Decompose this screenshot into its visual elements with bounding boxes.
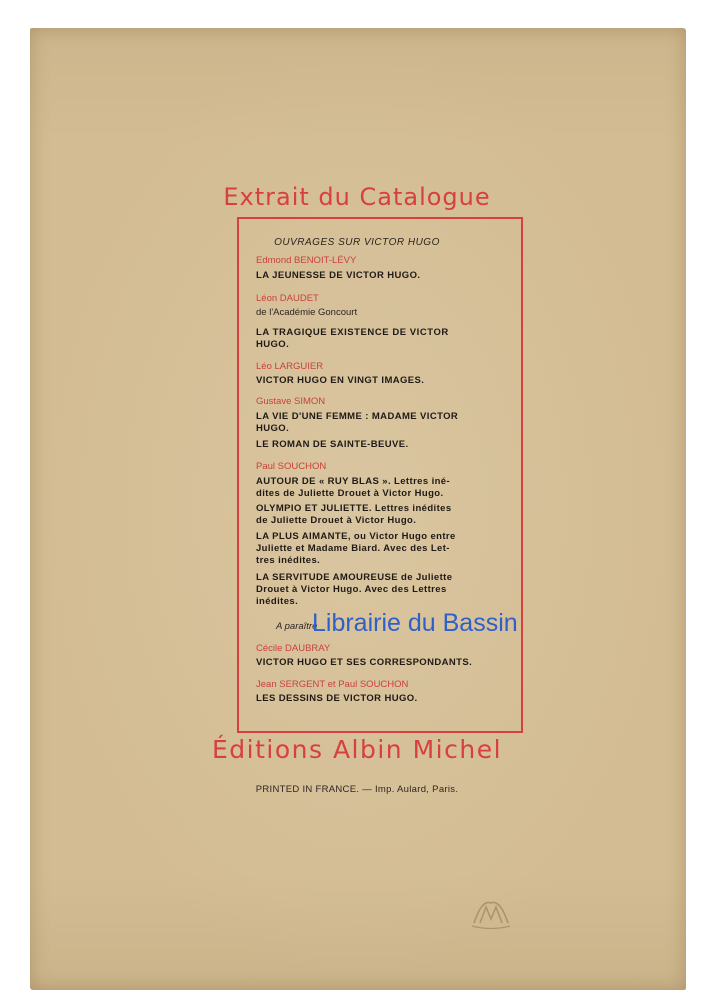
book-title-line: OLYMPIO ET JULIETTE. Lettres inédites <box>256 503 452 514</box>
book-title-line: Drouet à Victor Hugo. Avec des Lettres <box>256 584 447 595</box>
book-title-line: inédites. <box>256 596 299 607</box>
printer-line: PRINTED IN FRANCE. — Imp. Aulard, Paris. <box>255 784 459 795</box>
author-line: Cécile DAUBRAY <box>256 643 331 654</box>
book-title-line: VICTOR HUGO ET SES CORRESPONDANTS. <box>256 657 473 668</box>
author-line: Paul SOUCHON <box>256 461 327 472</box>
book-title-line: HUGO. <box>256 423 290 434</box>
book-title-line: tres inédites. <box>256 555 321 566</box>
author-line: Edmond BENOIT-LÉVY <box>256 255 357 266</box>
forthcoming-label: A paraître <box>276 621 318 632</box>
catalogue-subtitle: OUVRAGES SUR VICTOR HUGO <box>274 237 440 248</box>
publisher-name: Éditions Albin Michel <box>211 735 503 764</box>
book-title-line: Juliette et Madame Biard. Avec des Let- <box>256 543 450 554</box>
author-line: Léon DAUDET <box>256 293 319 304</box>
book-title-line: LA JEUNESSE DE VICTOR HUGO. <box>256 270 421 281</box>
book-title-line: AUTOUR DE « RUY BLAS ». Lettres iné- <box>256 476 451 487</box>
book-title-line: LA TRAGIQUE EXISTENCE DE VICTOR <box>256 327 449 338</box>
book-title-line: LES DESSINS DE VICTOR HUGO. <box>256 693 418 704</box>
book-title-line: HUGO. <box>256 339 290 350</box>
author-line: Léo LARGUIER <box>256 361 324 372</box>
catalogue-heading: Extrait du Catalogue <box>223 183 491 211</box>
book-title-line: LA SERVITUDE AMOUREUSE de Juliette <box>256 572 453 583</box>
author-line: Gustave SIMON <box>256 396 326 407</box>
book-title-line: LE ROMAN DE SAINTE-BEUVE. <box>256 439 409 450</box>
book-title-line: dites de Juliette Drouet à Victor Hugo. <box>256 488 444 499</box>
author-affiliation: de l'Académie Goncourt <box>256 307 358 318</box>
book-title-line: LA VIE D'UNE FEMME : MADAME VICTOR <box>256 411 459 422</box>
book-title-line: de Juliette Drouet à Victor Hugo. <box>256 515 417 526</box>
publisher-emblem-stamp <box>468 893 514 933</box>
bookseller-watermark: Librairie du Bassin <box>312 609 518 637</box>
book-title-line: VICTOR HUGO EN VINGT IMAGES. <box>256 375 425 386</box>
author-line: Jean SERGENT et Paul SOUCHON <box>256 679 409 690</box>
book-title-line: LA PLUS AIMANTE, ou Victor Hugo entre <box>256 531 456 542</box>
